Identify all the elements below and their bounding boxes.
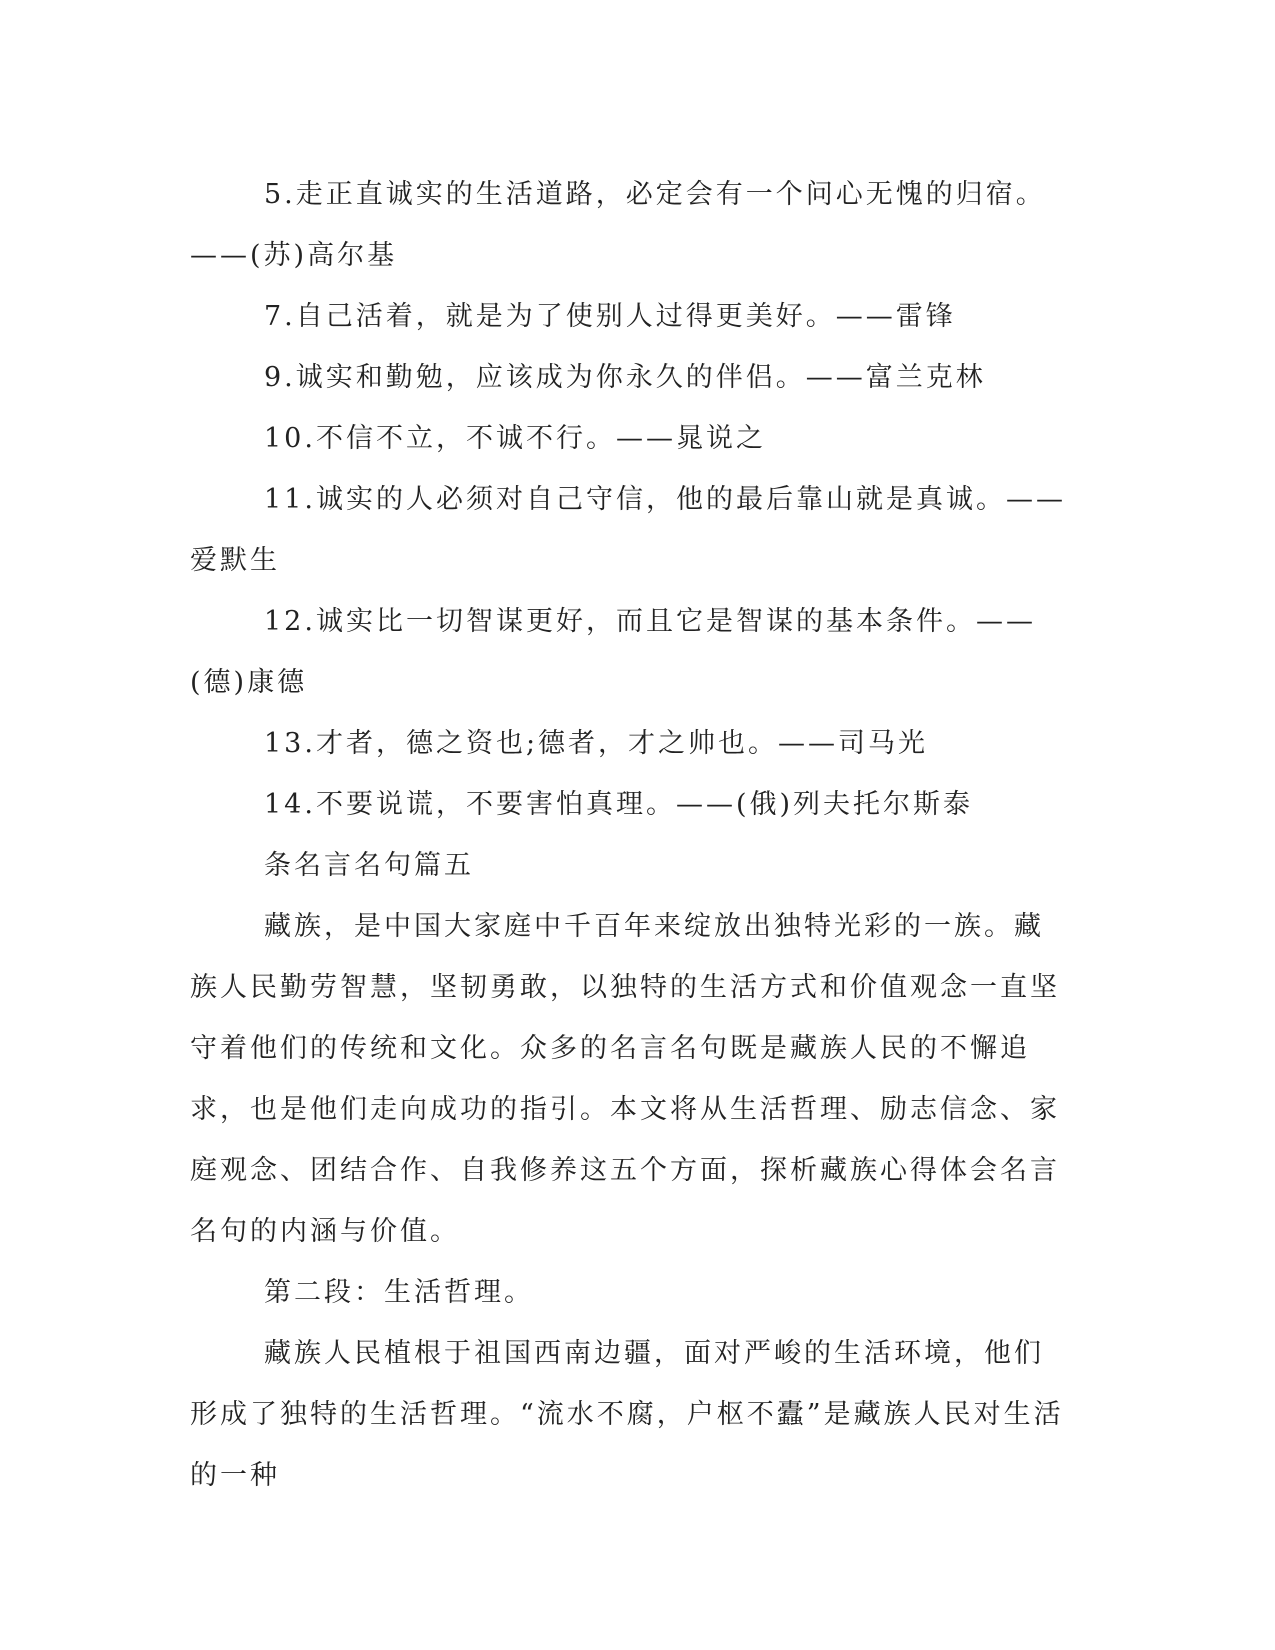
quote-13: 13.才者，德之资也;德者，才之帅也。——司马光 [264,728,929,759]
document-body [190,164,1070,1506]
quote-11: 11.诚实的人必须对自己守信，他的最后靠山就是真诚。——爱默生 [190,484,1066,576]
quote-9: 9.诚实和勤勉，应该成为你永久的伴侣。——富兰克林 [264,362,986,393]
quote-5: 5.走正直诚实的生活道路，必定会有一个问心无愧的归宿。——(苏)高尔基 [190,179,1046,271]
quote-7: 7.自己活着，就是为了使别人过得更美好。——雷锋 [264,301,956,332]
quote-12: 12.诚实比一切智谋更好，而且它是智谋的基本条件。——(德)康德 [190,606,1036,698]
subsection-heading: 第二段：生活哲理。 [264,1277,534,1308]
quote-10: 10.不信不立，不诚不行。——晁说之 [264,423,766,454]
section-heading: 条名言名句篇五 [264,850,474,881]
quote-14: 14.不要说谎，不要害怕真理。——(俄)列夫托尔斯泰 [264,789,974,820]
life-philosophy-paragraph: 藏族人民植根于祖国西南边疆，面对严峻的生活环境，他们形成了独特的生活哲理。“流水不腐，户枢不蠹”是藏族人民对生活的一种 [190,1338,1064,1491]
intro-paragraph: 藏族，是中国大家庭中千百年来绽放出独特光彩的一族。藏族人民勤劳智慧，坚韧勇敢，以独特的生活方式和价值观念一直坚守着他们的传统和文化。众多的名言名句既是藏族人民的不懈追求，也是他们走向成功的指引。本文将从生活哲理、励志信念、家庭观念、团结合作、自我修养这五个方面，探析藏族心得体会名言名句的内涵与价值。 [190,911,1060,1247]
